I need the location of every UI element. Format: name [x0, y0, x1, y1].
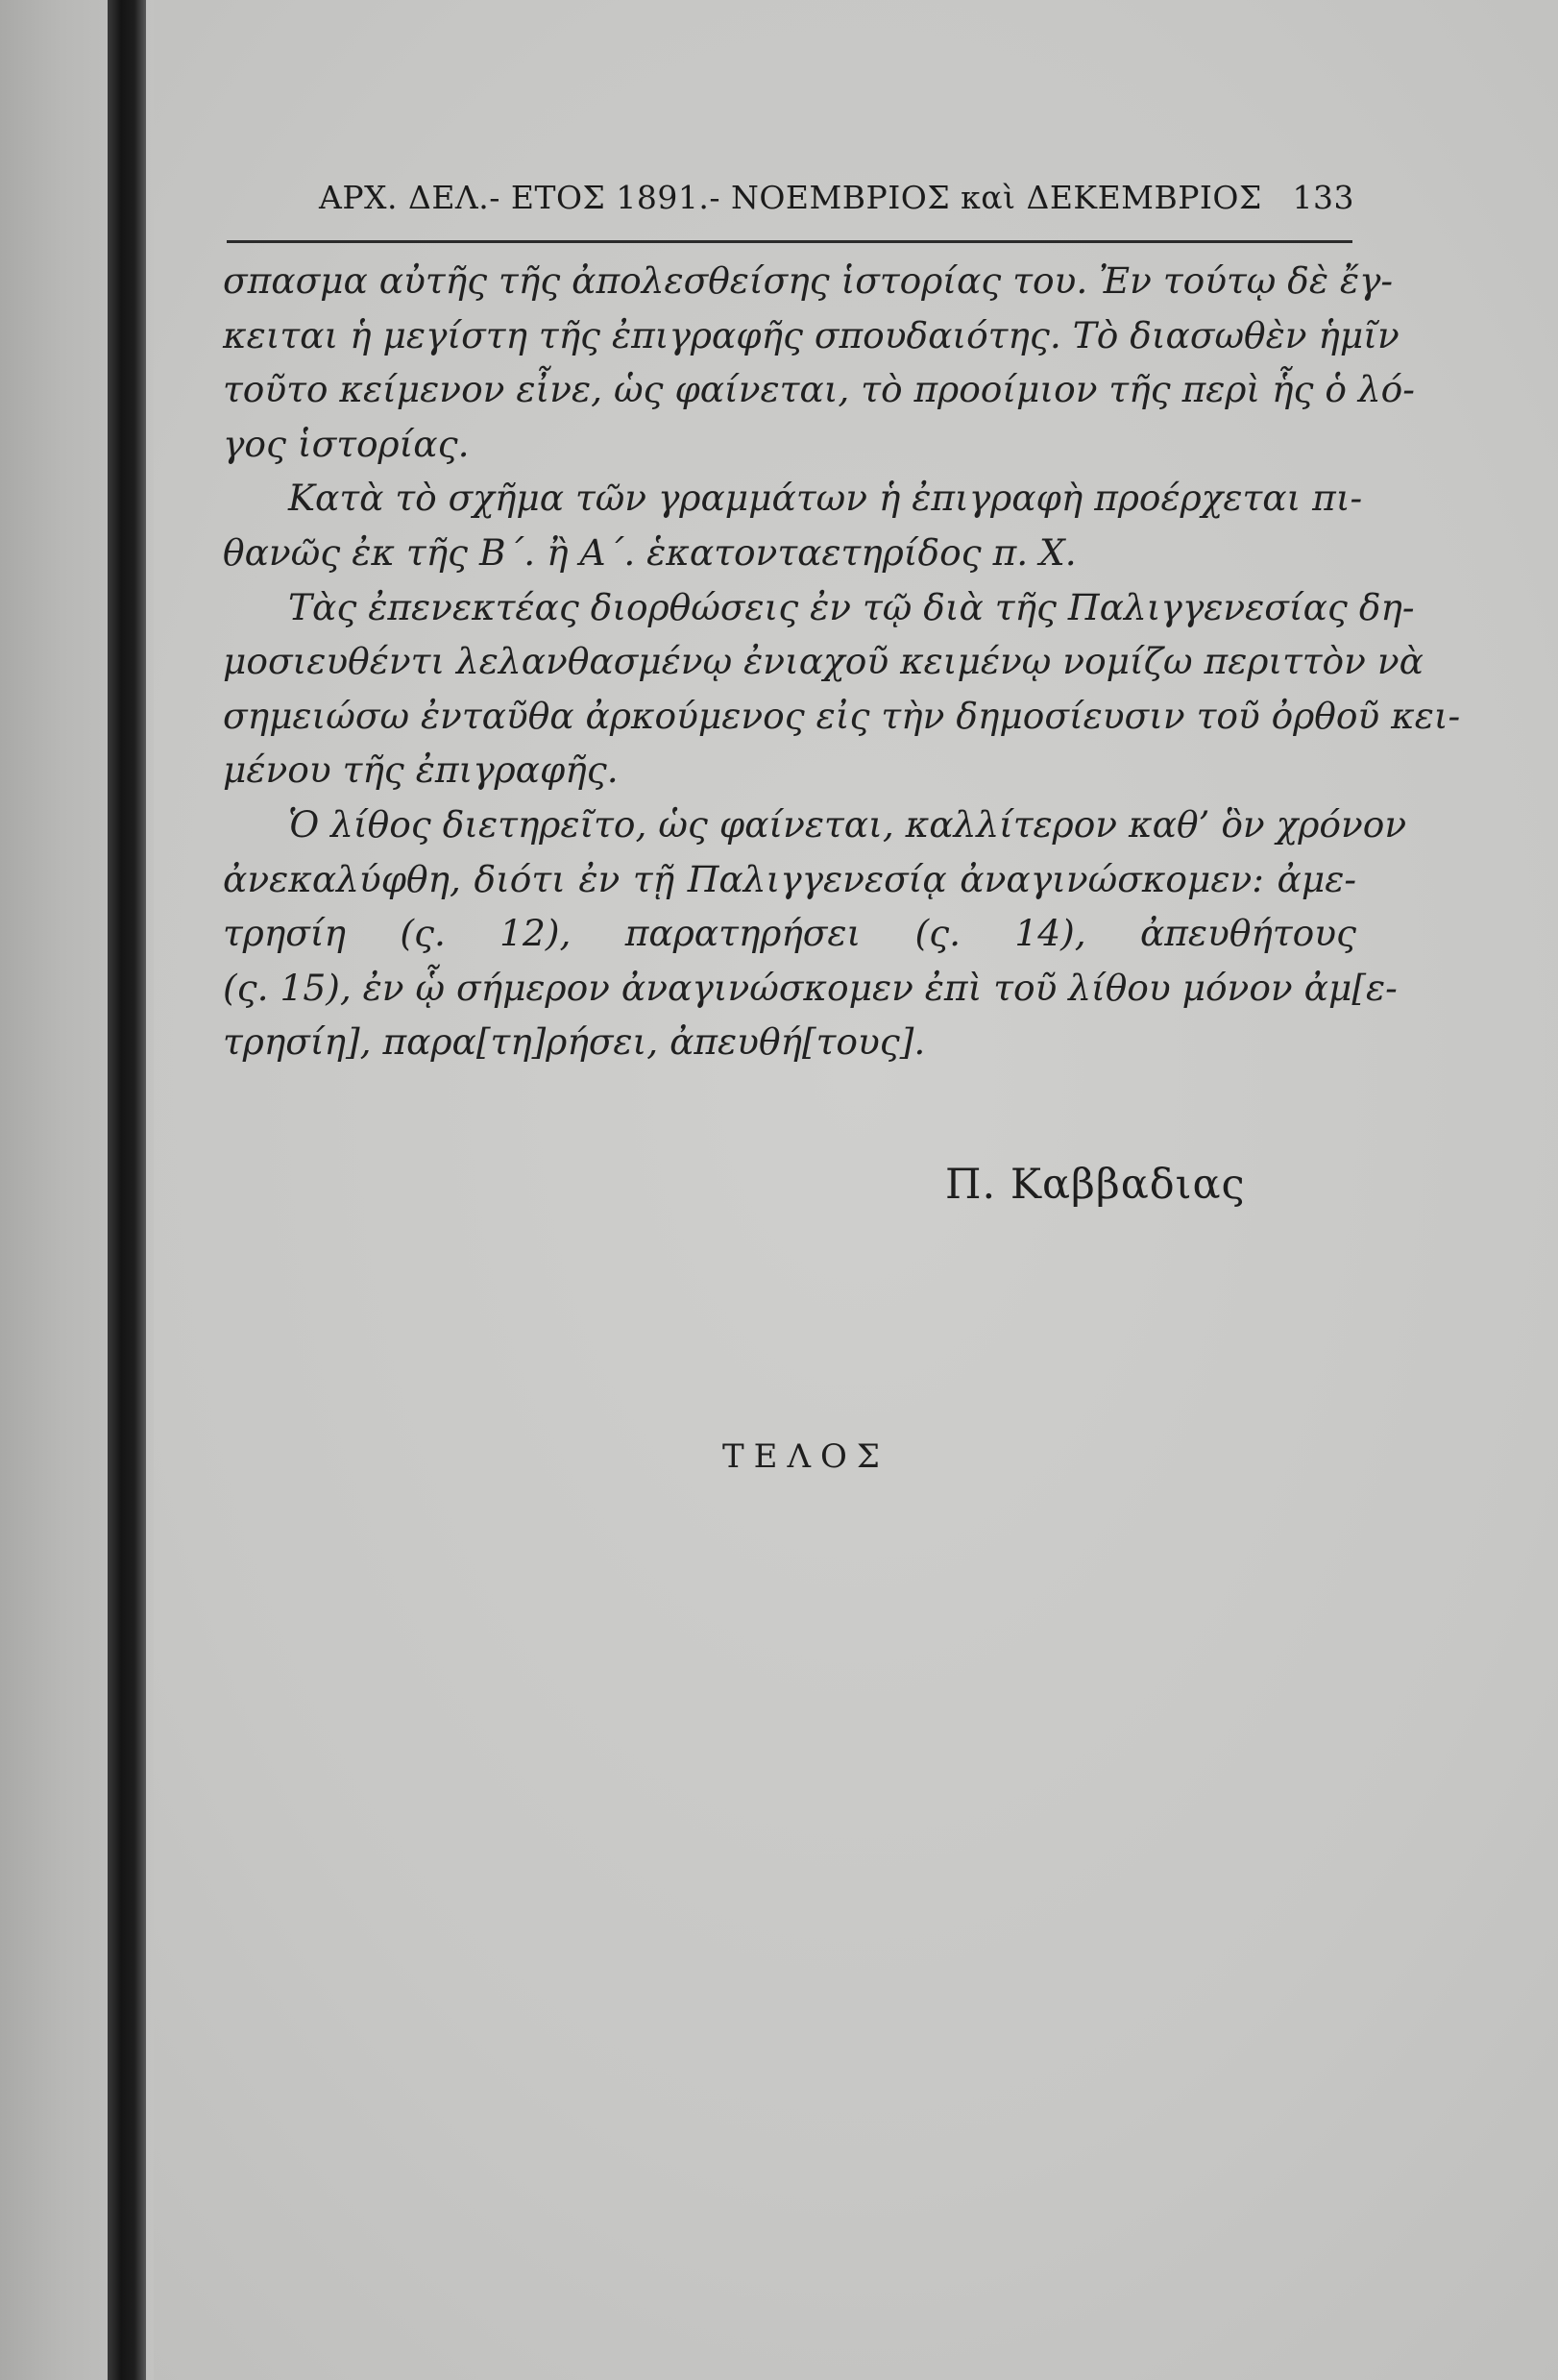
text-line: μοσιευθέντι λελανθασμένῳ ἐνιαχοῦ κειμένῳ νομίζω περιττὸν νὰ	[223, 640, 1424, 683]
running-title: ΑΡΧ. ΔΕΛ.- ΕΤΟΣ 1891.- ΝΟΕΜΒΡΙΟΣ καὶ ΔΕΚΕΜΒΡΙΟΣ	[319, 179, 1262, 216]
text-line: ἀνεκαλύφθη, διότι ἐν τῇ Παλιγγενεσίᾳ ἀναγινώσκομεν: ἀμε-	[223, 857, 1356, 900]
author-signature: Π. Καββαδιας	[945, 1161, 1246, 1209]
closing-word: ΤΕΛΟΣ	[722, 1437, 889, 1476]
body-text	[223, 254, 1461, 1069]
header-rule	[227, 240, 1352, 243]
running-header	[319, 179, 1354, 227]
book-gutter	[108, 0, 146, 2380]
text-line: θανῶς ἐκ τῆς Β΄. ἢ Α΄. ἑκατονταετηρίδος π. Χ.	[223, 530, 1077, 574]
text-line: τρησίη], παρα[τη]ρήσει, ἀπευθή[τους].	[223, 1020, 926, 1064]
text-line: Τὰς ἐπενεκτέας διορθώσεις ἐν τῷ διὰ τῆς Παλιγγενεσίας δη-	[288, 585, 1415, 628]
text-line: τρησίη (ς. 12), παρατηρήσει (ς. 14), ἀπευθήτους	[223, 912, 1356, 955]
text-line: σημειώσω ἐνταῦθα ἀρκούμενος εἰς τὴν δημοσίευσιν τοῦ ὀρθοῦ κει-	[223, 694, 1461, 737]
text-line: (ς. 15), ἐν ᾧ σήμερον ἀναγινώσκομεν ἐπὶ τοῦ λίθου μόνον ἀμ[ε-	[223, 966, 1398, 1009]
page-number: 133	[1292, 179, 1354, 216]
text-line: τοῦτο κείμενον εἶνε, ὡς φαίνεται, τὸ προοίμιον τῆς περὶ ἧς ὁ λό-	[223, 368, 1415, 411]
text-line: γος ἱστορίας.	[223, 422, 470, 465]
text-line: Κατὰ τὸ σχῆμα τῶν γραμμάτων ἡ ἐπιγραφὴ προέρχεται πι-	[288, 477, 1363, 520]
text-line: Ὁ λίθος διετηρεῖτο, ὡς φαίνεται, καλλίτερον καθ’ ὃν χρόνον	[288, 802, 1407, 846]
text-line: μένου τῆς ἐπιγραφῆς.	[223, 748, 619, 792]
text-line: κειται ἡ μεγίστη τῆς ἐπιγραφῆς σπουδαιότης. Τὸ διασωθὲν ἡμῖν	[223, 313, 1400, 356]
text-line: σπασμα αὐτῆς τῆς ἀπολεσθείσης ἱστορίας του. Ἐν τούτῳ δὲ ἔγ-	[223, 259, 1394, 302]
